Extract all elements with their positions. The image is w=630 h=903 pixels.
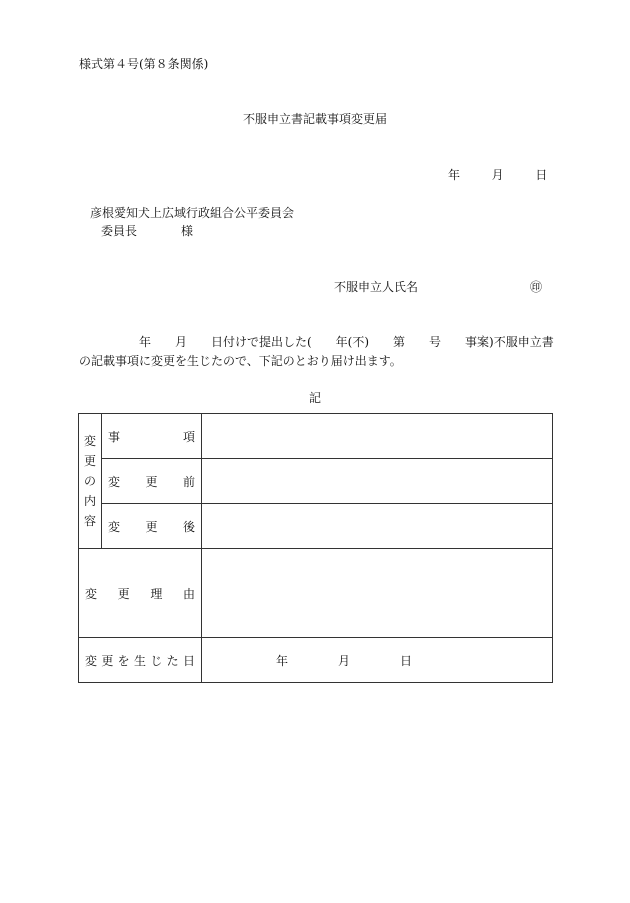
- after-change-label: 変 更 後: [102, 504, 202, 549]
- addressee: 彦根愛知犬上広域行政組合公平委員会: [90, 206, 295, 220]
- change-reason-value-cell[interactable]: [202, 549, 553, 638]
- chair-title: 委員長: [101, 224, 138, 238]
- applicant-name-label: 不服申立人氏名: [334, 280, 419, 294]
- change-details-table: [78, 413, 553, 683]
- table-row: [79, 549, 553, 638]
- honorific: 様: [181, 224, 194, 238]
- change-reason-label: 変 更 理 由: [79, 549, 202, 638]
- occurred-year-label: 年: [276, 653, 289, 668]
- document-title: 不服申立書記載事項変更届: [242, 112, 387, 126]
- table-row: [79, 459, 553, 504]
- table-row: [79, 414, 553, 459]
- chair-line: [101, 224, 193, 238]
- occurred-day-label: 日: [400, 653, 413, 668]
- matter-label: 事 項: [102, 414, 202, 459]
- body-text-line-2: の記載事項に変更を生じたので、下記のとおり届け出ます。: [79, 354, 402, 368]
- date-year-label: 年: [448, 168, 461, 182]
- before-change-value-cell[interactable]: [202, 459, 553, 504]
- table-row: [79, 638, 553, 683]
- date-day-label: 日: [535, 168, 548, 182]
- body-text-line-1: 年 月 日付けで提出した( 年(不) 第 号 事案)不服申立書: [79, 335, 554, 349]
- date-month-label: 月: [491, 168, 504, 182]
- matter-value-cell[interactable]: [202, 414, 553, 459]
- submission-date: [448, 168, 547, 182]
- occurred-month-label: 月: [338, 653, 351, 668]
- before-change-label: 変 更 前: [102, 459, 202, 504]
- table-row: [79, 504, 553, 549]
- seal-mark: ㊞: [530, 280, 543, 294]
- record-heading: 記: [308, 391, 321, 405]
- after-change-value-cell[interactable]: [202, 504, 553, 549]
- form-number: 様式第４号(第８条関係): [79, 57, 209, 71]
- change-occurred-date-cell[interactable]: [202, 638, 553, 683]
- change-content-group-label: 変 更 の 内 容: [79, 414, 102, 549]
- change-occurred-date-label: 変 更 を 生 じ た 日: [79, 638, 202, 683]
